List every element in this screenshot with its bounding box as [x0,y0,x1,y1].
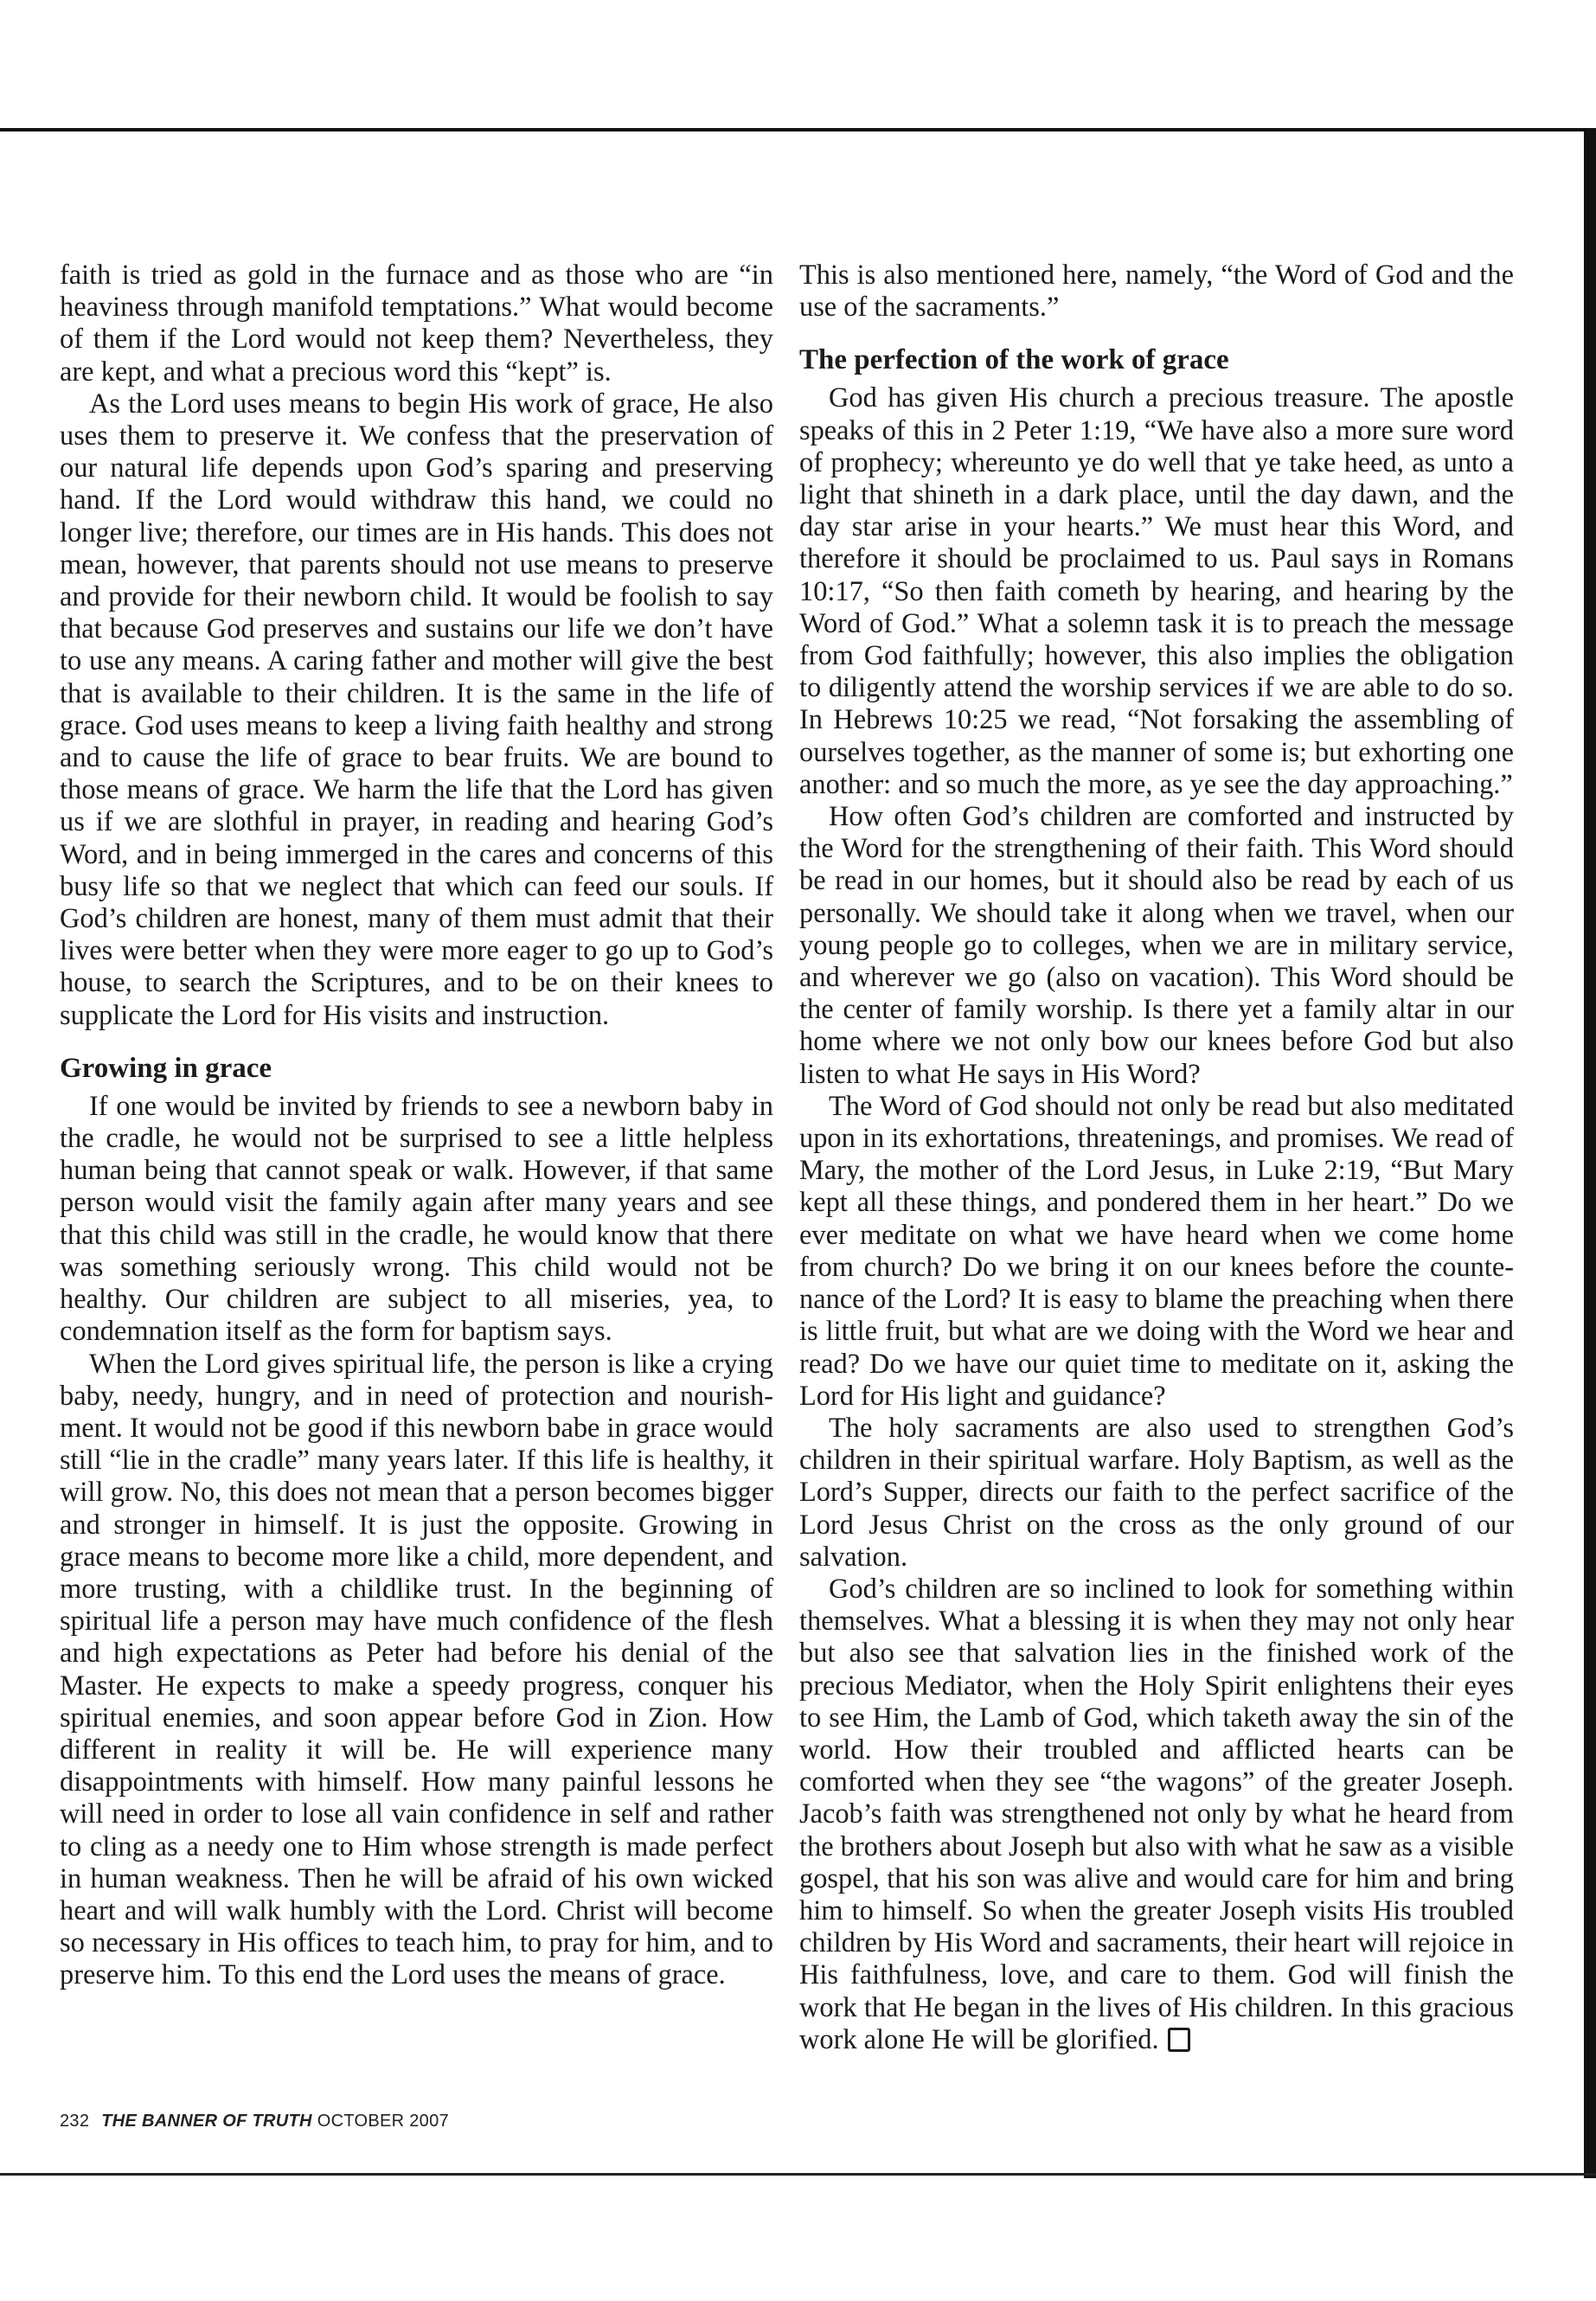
right-column [799,260,1514,2056]
bottom-rule [0,2173,1596,2176]
top-rule [0,128,1596,131]
issue-date: OCTOBER 2007 [317,2112,449,2131]
paragraph: When the Lord gives spiritual life, the person is like a crying baby, needy, hungry, and in need of protection and nourish-ment. It would not be good if this newborn babe in grace would still “lie in the cradle” many years later. If this life is healthy, it will grow. No, this does not mean that a person becomes bigger and stronger in himself. It is just the opposite. Growing in grace means to become more like a child, more dependent, and more trusting, with a childlike trust. In the beginning of spiritual life a person may have much confidence of the flesh and high expectations as Peter had before his denial of the Master. He expects to make a speedy progress, conquer his spiritual enemies, and soon appear before God in Zion. How different in reality it will be. He will experience many disappointments with himself. How many painful lessons he will need in order to lose all vain confidence in self and rather to cling as a needy one to Him whose strength is made perfect in human weakness. Then he will be afraid of his own wicked heart and will walk humbly with the Lord. Christ will become so necessary in His offices to teach him, to pray for him, and to preserve him. To this end the Lord uses the means of grace. [60,1348,773,1991]
paragraph-text: God’s children are so inclined to look for something within themselves. What a blessing it is when they may not only hear but also see that salvation lies in the finished work of the precious Mediator, when the Holy Spirit enlightens their eyes to see Him, the Lamb of God, which taketh away the sin of the world. How their troubled and afflicted hearts can be comforted when they see “the wagons” of the greater Joseph. Jacob’s faith was strengthened not only by what he heard from the brothers about Joseph but also with what he saw as a visible gospel, that his son was alive and would care for him and bring him to himself. So when the greater Joseph visits His troubled children by His Word and sacraments, their heart will rejoice in His faithfulness, love, and care to them. God will finish the work that He began in the lives of His children. In this gracious work alone He will be glorified. [799,1573,1514,2055]
section-heading-growing-in-grace: Growing in grace [60,1052,272,1084]
paragraph: How often God’s children are comforted and instructed by the Word for the strengthening of their faith. This Word should be read in our homes, but it should also be read by each of us personally. We should take it along when we travel, when our young people go to colleges, when we are in military service, and wherever we go (also on vacation). This Word should be the center of family worship. Is there yet a family altar in our home where we not only bow our knees before God but also listen to what He says in His Word? [799,801,1514,1090]
paragraph: The Word of God should not only be read but also meditated upon in its exhortations, threatenings, and promises. We read of Mary, the mother of the Lord Jesus, in Luke 2:19, “But Mary kept all these things, and pondered them in her heart.” Do we ever meditate on what we have heard when we come home from church? Do we bring it on our knees before the counte-nance of the Lord? It is easy to blame the preaching when there is little fruit, but what are we doing with the Word we hear and read? Do we have our quiet time to meditate on it, asking the Lord for His light and guidance? [799,1090,1514,1412]
publication-name: THE BANNER OF TRUTH [101,2112,312,2131]
final-paragraph [799,1574,1514,2056]
paragraph: As the Lord uses means to begin His work of grace, He also uses them to preserve it. We confess that the preservation of our natural life depends upon God’s sparing and preserving hand. If the Lord would withdraw this hand, we could no longer live; therefore, our times are in His hands. This does not mean, however, that parents should not use means to preserve and provide for their newborn child. It would be foolish to say that because God preserves and sustains our life we don’t have to use any means. A caring father and mother will give the best that is available to their children. It is the same in the life of grace. God uses means to keep a living faith healthy and strong and to cause the life of grace to bear fruits. We are bound to those means of grace. We harm the life that the Lord has given us if we are slothful in prayer, in reading and hearing God’s Word, and in being immerged in the cares and concerns of this busy life so that we neglect that which can feed our souls. If God’s children are honest, many of them must admit that their lives were better when they were more eager to go up to God’s house, to search the Scriptures, and to be on their knees to supplicate the Lord for His visits and instruction. [60,388,773,1031]
paragraph: This is also mentioned here, namely, “the Word of God and the use of the sacraments.” [799,260,1514,324]
paragraph: The holy sacraments are also used to strengthen God’s children in their spiritual warfare. Holy Baptism, as well as the Lord’s Supper, directs our faith to the perfect sacrifice of the Lord Jesus Christ on the cross as the only ground of our salvation. [799,1412,1514,1573]
paragraph: If one would be invited by friends to see a newborn baby in the cradle, he would not be surprised to see a little helpless human being that cannot speak or walk. However, if that same person would visit the family again after many years and see that this child was still in the cradle, he would know that there was something seriously wrong. This child would not be healthy. Our children are subject to all miseries, yea, to condemnation itself as the form for baptism says. [60,1090,773,1348]
page-edge-shadow [1584,128,1596,2178]
paragraph: faith is tried as gold in the furnace and as those who are “in heaviness through manifold temptations.” What would become of them if the Lord would not keep them? Nevertheless, they are kept, and what a precious word this “kept” is. [60,260,773,388]
left-column [60,260,773,1992]
paragraph: God has given His church a precious treasure. The apostle speaks of this in 2 Peter 1:19, “We have also a more sure word of prophecy; whereunto ye do well that ye take heed, as unto a light that shineth in a dark place, until the day dawn, and the day star arise in your hearts.” We must hear this Word, and therefore it should be proclaimed to us. Paul says in Romans 10:17, “So then faith cometh by hearing, and hearing by the Word of God.” What a solemn task it is to preach the message from God faithfully; however, this also implies the obligation to diligently attend the worship services if we are able to do so. In Hebrews 10:25 we read, “Not forsaking the assembling of ourselves together, as the manner of some is; but exhorting one another: and so much the more, as ye see the day approaching.” [799,382,1514,800]
page-footer [60,2112,449,2131]
page-number: 232 [60,2112,90,2131]
end-of-article-icon [1168,2028,1190,2052]
section-heading-perfection: The perfection of the work of grace [799,344,1229,376]
